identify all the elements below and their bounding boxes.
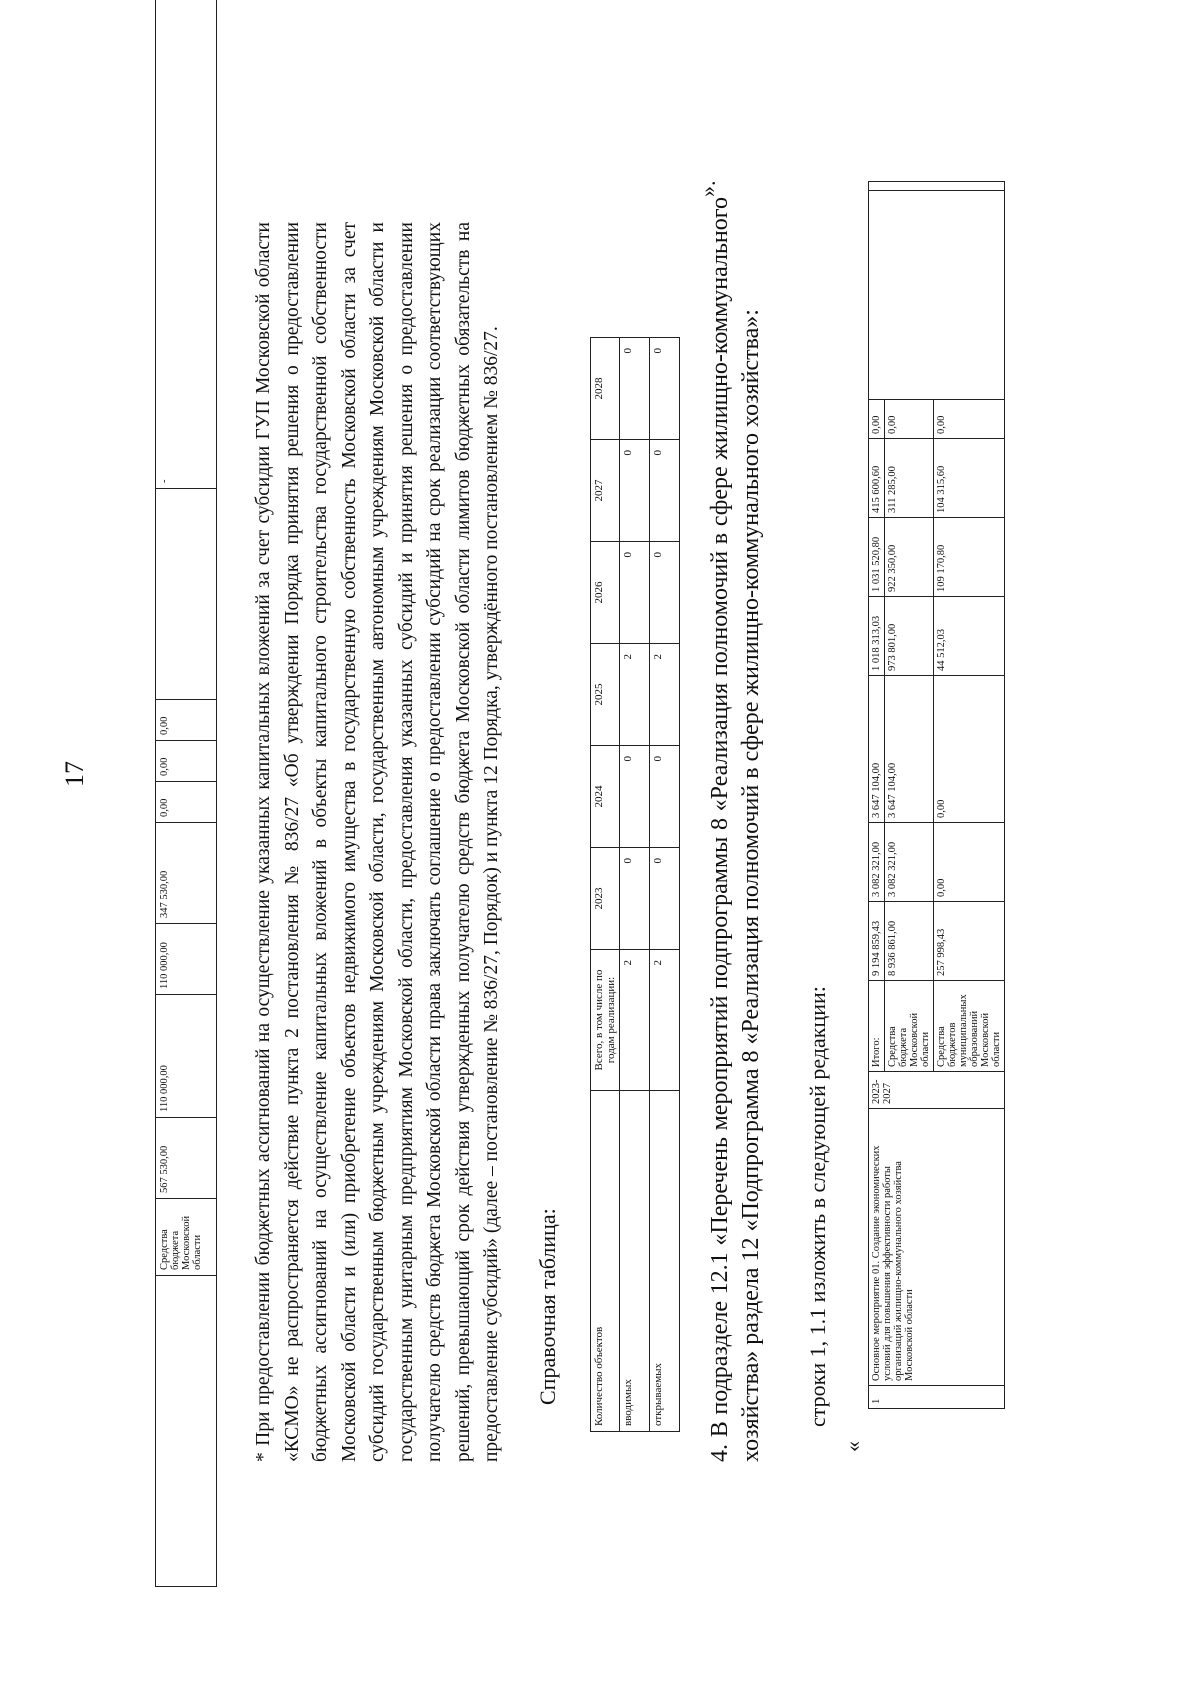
table-cell: 104 315,60 xyxy=(934,439,1005,518)
table-cell: 44 512,03 xyxy=(934,597,1005,676)
table-cell: 0,00 xyxy=(156,741,217,782)
table-cell: 0,00 xyxy=(934,823,1005,902)
reference-table xyxy=(590,337,680,1432)
table-cell: 8 936 861,00 xyxy=(885,902,934,981)
table-cell: 2 xyxy=(650,950,680,1091)
table-cell: 0 xyxy=(650,542,680,644)
column-header: 2026 xyxy=(591,542,620,644)
table-cell: 0,00 xyxy=(885,400,934,439)
table-cell: 415 600,60 xyxy=(869,439,885,518)
funding-source: Итого: xyxy=(869,981,885,1072)
table-cell: 0 xyxy=(620,542,650,644)
table-row xyxy=(156,0,217,1587)
top-table-fragment xyxy=(155,0,217,1587)
table-header-row xyxy=(591,338,620,1432)
table-row xyxy=(869,182,885,1409)
table-cell: 2 xyxy=(620,644,650,746)
column-header: 2025 xyxy=(591,644,620,746)
table-cell: Средства бюджета Московской области xyxy=(156,1199,217,1276)
table-cell: 0,00 xyxy=(934,400,1005,439)
table-cell: 257 998,43 xyxy=(934,902,1005,981)
table-cell: 9 194 859,43 xyxy=(869,902,885,981)
activity-years: 2023-2027 xyxy=(869,1072,1005,1109)
table-cell: 0 xyxy=(620,848,650,950)
table-cell: 0 xyxy=(650,338,680,440)
column-header: Количество объектов xyxy=(591,1091,620,1432)
table-cell: 110 000,00 xyxy=(156,924,217,995)
table-cell: 110 000,00 xyxy=(156,995,217,1118)
table-cell: 3 082 321,00 xyxy=(885,823,934,902)
footnote-text: * При предоставлении бюджетных ассигнований на осуществление указанных капитальных вложений за счет субсидии ГУП Московской области «КСМО» не распространяется действие пункта 2 постановления № 836/27 «Об утверждении Порядка принятия решения о предоставлении бюджетных ассигнований на осуществление капитальных вложений в объекты капитального строительства государственной собственности Московской области и (или) приобретение объектов недвижимого имущества в государственную собственность Московской области за счет субсидий государственным бюджетным учреждениям Московской области, государственным автономным учреждениям Московской области и государственным унитарным предприятиям Московской области, предоставления указанных субсидий и принятия решения о предоставлении получателю средств бюджета Московской области права заключать соглашение о предоставлении субсидий на срок реализации соответствующих решений, превышающий срок действия утвержденных получателю средств бюджета Московской области лимитов бюджетных обязательств на предоставление субсидий» (далее – постановление № 836/27, Порядок) и пункта 12 Порядка, утверждённого постановлением № 836/27. xyxy=(253,222,502,1462)
table-cell: 3 647 104,00 xyxy=(885,676,934,823)
table-row xyxy=(620,338,650,1432)
funding-source: Средства бюджета Московской области xyxy=(885,981,934,1072)
table-cell xyxy=(156,1276,217,1587)
table-cell: 109 170,80 xyxy=(934,518,1005,597)
table-cell: 1 018 313,03 xyxy=(869,597,885,676)
column-header: Всего, в том числе по годам реализации: xyxy=(591,950,620,1091)
opening-quote: « xyxy=(840,1441,865,1452)
table-cell: 922 350,00 xyxy=(885,518,934,597)
row-number: 1 xyxy=(869,1386,1005,1409)
table-cell: 2 xyxy=(620,950,650,1091)
column-header: 2027 xyxy=(591,440,620,542)
table-cell: 3 082 321,00 xyxy=(869,823,885,902)
page-number: 17 xyxy=(60,761,89,787)
table-cell: 0,00 xyxy=(156,782,217,823)
table-cell xyxy=(156,489,217,700)
table-cell: 0 xyxy=(650,746,680,848)
row-label: открываемых xyxy=(650,1091,680,1432)
reference-table-title: Справочная таблица: xyxy=(535,1208,560,1405)
table-cell: 2 xyxy=(650,644,680,746)
closing-quote: ». xyxy=(695,180,720,197)
table-cell xyxy=(869,182,1005,191)
table-cell: 0 xyxy=(650,848,680,950)
table-cell: 0 xyxy=(650,440,680,542)
table-cell: 0 xyxy=(620,746,650,848)
table-cell: 567 530,00 xyxy=(156,1118,217,1199)
activity-name: Основное мероприятие 01. Создание экономических условий для повышения эффективности работы организаций жилищно-коммунального хозяйства Московской области xyxy=(869,1109,1005,1386)
column-header: 2024 xyxy=(591,746,620,848)
funding-source: Средства бюджетов муниципальных образований Московской области xyxy=(934,981,1005,1072)
table-cell: 0,00 xyxy=(869,400,885,439)
table-cell: 0 xyxy=(620,440,650,542)
rows-instruction: строки 1, 1.1 изложить в следующей редакции: xyxy=(805,986,830,1427)
table-cell: - xyxy=(156,0,217,489)
table-cell: 0 xyxy=(620,338,650,440)
activity-table xyxy=(868,181,1005,1409)
table-cell: 3 647 104,00 xyxy=(869,676,885,823)
table-cell: 347 530,00 xyxy=(156,823,217,924)
table-row xyxy=(650,338,680,1432)
row-label: вводимых xyxy=(620,1091,650,1432)
table-cell: 0,00 xyxy=(934,676,1005,823)
section-paragraph: 4. В подразделе 12.1 «Перечень мероприятий подпрограммы 8 «Реализация полномочий в сфере жилищно-коммунального хозяйства» раздела 12 «Подпрограмма 8 «Реализация полномочий в сфере жилищно-коммунального хозяйства»: xyxy=(707,197,764,1462)
table-cell: 1 031 520,80 xyxy=(869,518,885,597)
column-header: 2028 xyxy=(591,338,620,440)
table-cell: 973 801,00 xyxy=(885,597,934,676)
column-header: 2023 xyxy=(591,848,620,950)
table-cell: 0,00 xyxy=(156,700,217,741)
table-cell: 311 285,00 xyxy=(885,439,934,518)
table-cell xyxy=(869,191,1005,400)
